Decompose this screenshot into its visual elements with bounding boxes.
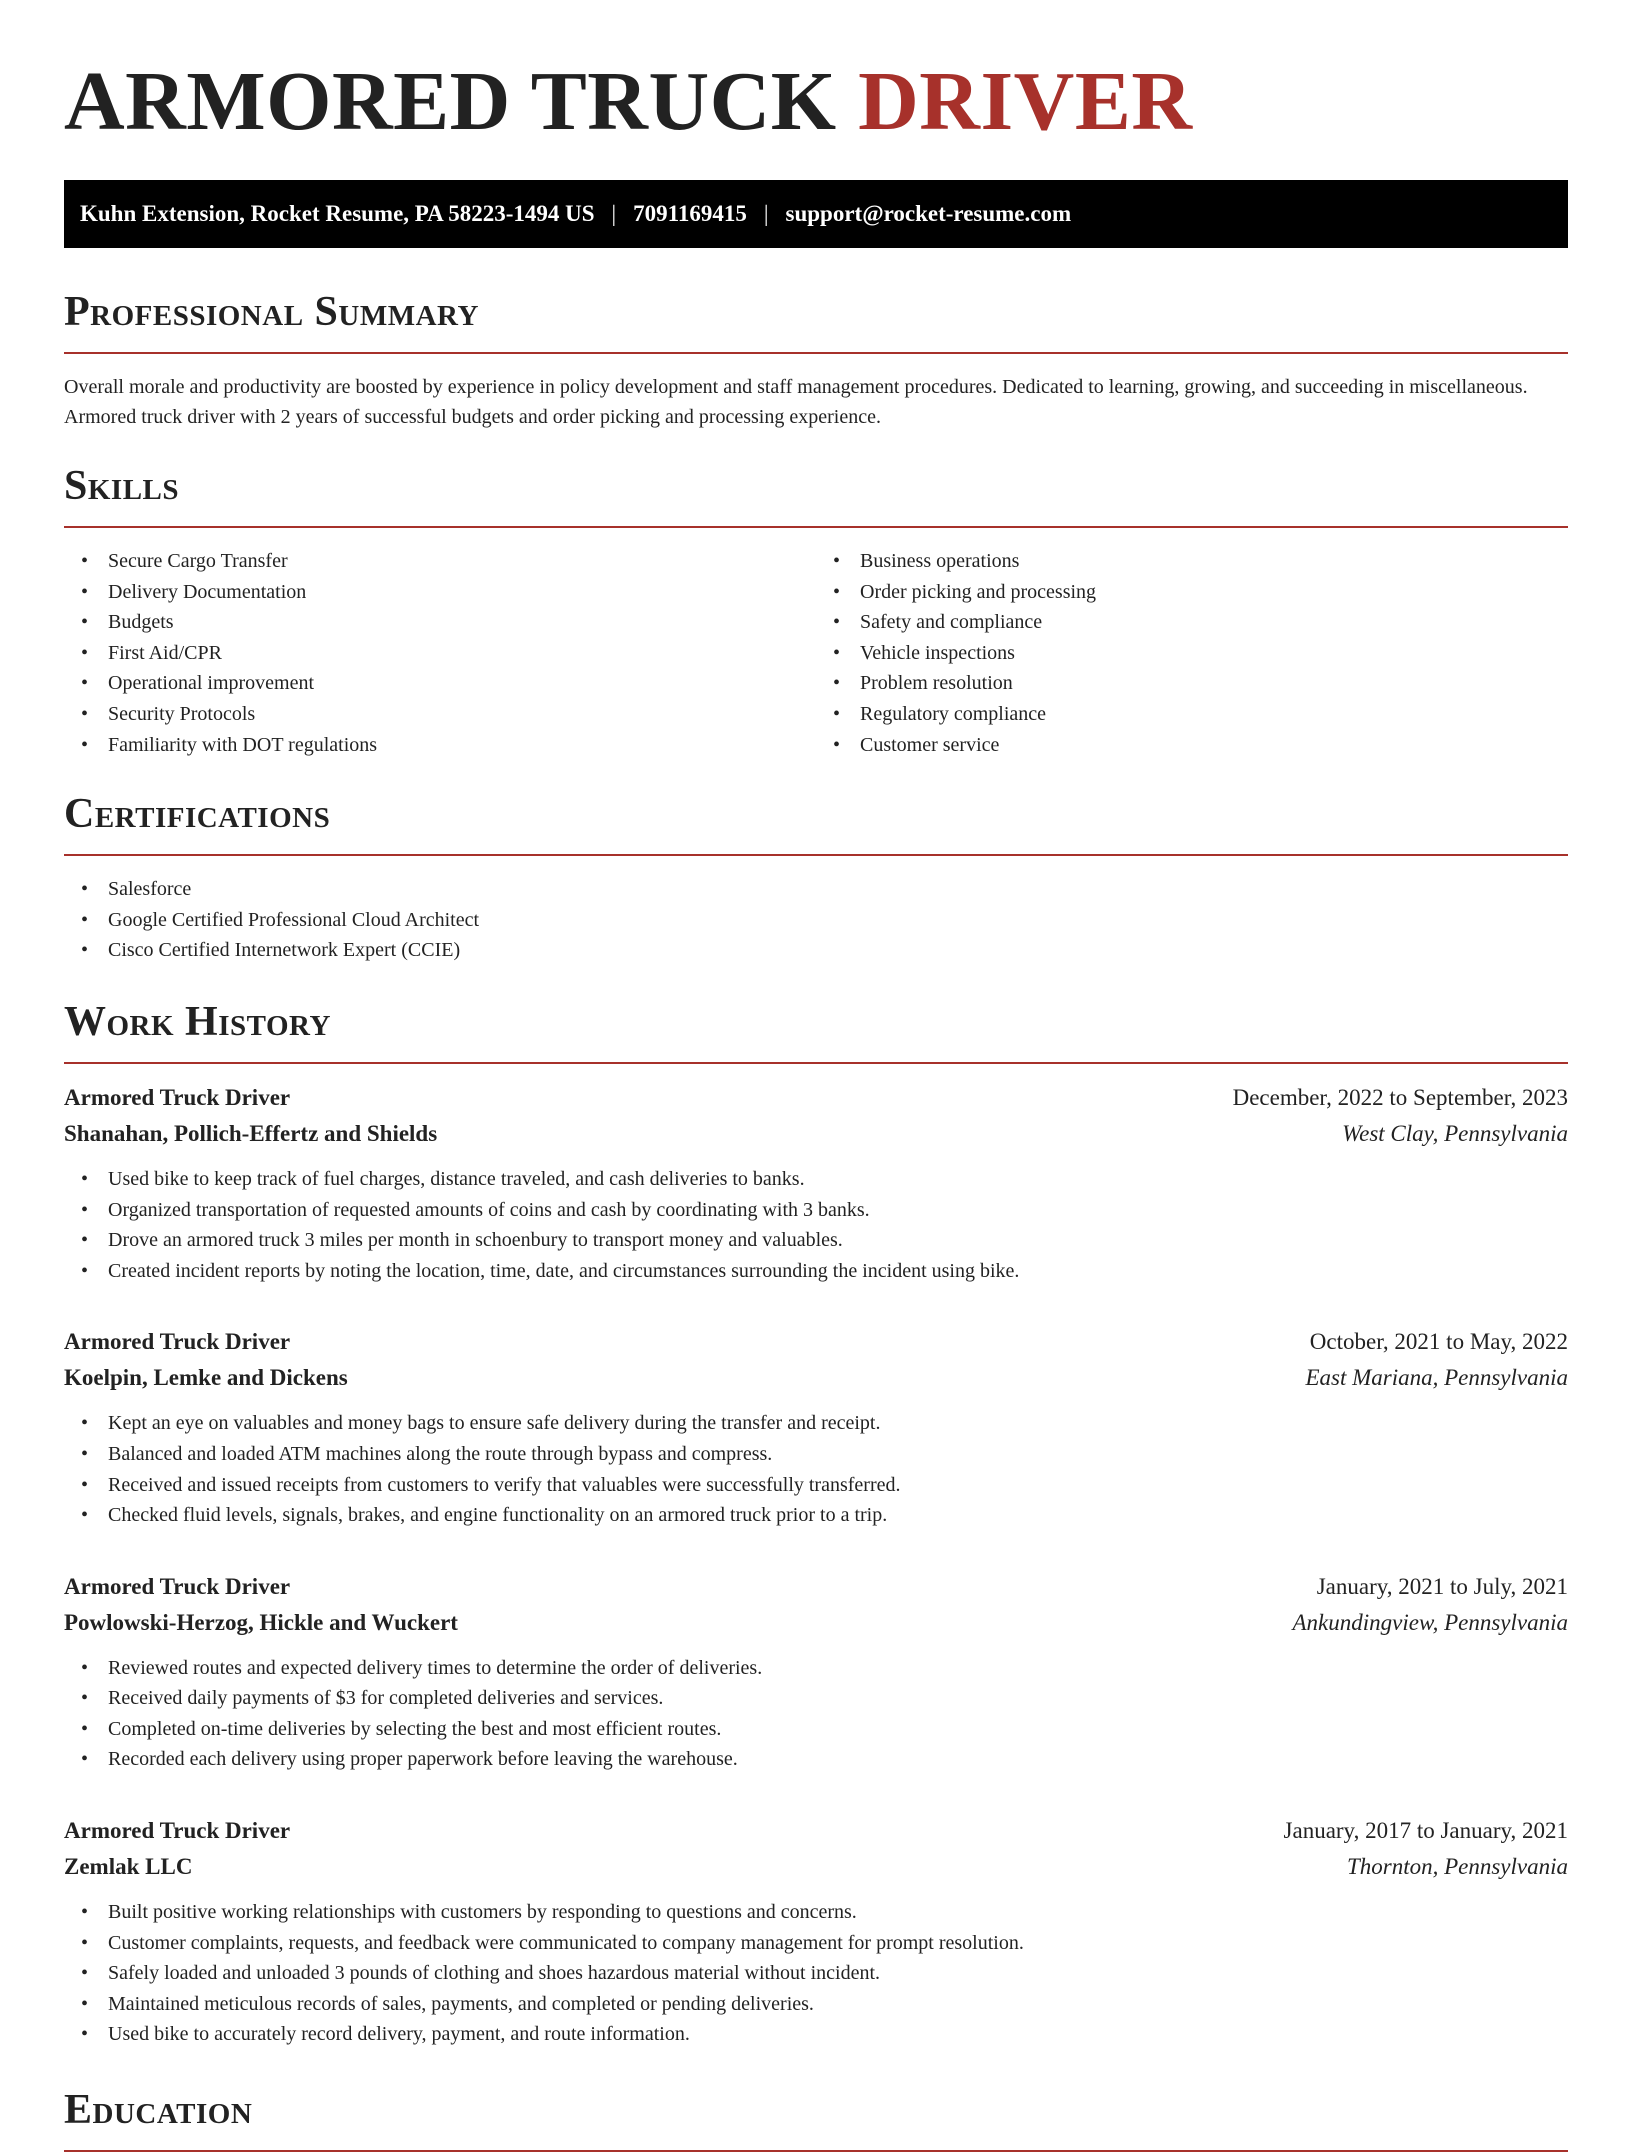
- summary-section: [64, 286, 1568, 432]
- skills-left-list: [64, 546, 816, 760]
- job-duty: • Organized transportation of requested amounts of coins and cash by coordinating with 3 banks.: [64, 1195, 1568, 1226]
- job-duty: • Kept an eye on valuables and money bags to ensure safe delivery during the transfer and receipt.: [64, 1408, 1568, 1439]
- job-location: Thornton, Pennsylvania: [1346, 1854, 1568, 1880]
- job-duties-list: [64, 1164, 1568, 1286]
- job-header-row: [64, 1324, 1568, 1360]
- job-duty: • Checked fluid levels, signals, brakes, and engine functionality on an armored truck prior to a trip.: [64, 1500, 1568, 1531]
- job-duty: • Customer complaints, requests, and feedback were communicated to company management for prompt resolution.: [64, 1928, 1568, 1959]
- job-duty: • Built positive working relationships with customers by responding to questions and concerns.: [64, 1897, 1568, 1928]
- skill-item: • Regulatory compliance: [816, 699, 1568, 730]
- job-company: Koelpin, Lemke and Dickens: [64, 1365, 348, 1391]
- certifications-list: [64, 874, 1568, 966]
- job-duties-list: [64, 1897, 1568, 2050]
- job-title: Armored Truck Driver: [64, 1329, 291, 1355]
- job-header-row: [64, 1080, 1568, 1116]
- skill-item: • Business operations: [816, 546, 1568, 577]
- job-entry: [64, 1569, 1568, 1775]
- job-location: East Mariana, Pennsylvania: [1305, 1365, 1568, 1391]
- job-entry: [64, 1080, 1568, 1286]
- job-company-row: [64, 1360, 1568, 1396]
- title-main: ARMORED TRUCK: [64, 55, 859, 148]
- skill-item: • Customer service: [816, 730, 1568, 761]
- section-heading: Skills: [64, 460, 1568, 528]
- skill-item: • Vehicle inspections: [816, 638, 1568, 669]
- section-heading: Work History: [64, 996, 1568, 1064]
- job-location: Ankundingview, Pennsylvania: [1292, 1609, 1568, 1635]
- job-company: Shanahan, Pollich-Effertz and Shields: [64, 1120, 438, 1146]
- contact-separator: |: [611, 201, 617, 226]
- job-duty: • Maintained meticulous records of sales, payments, and completed or pending deliveries.: [64, 1989, 1568, 2020]
- job-duties-list: [64, 1653, 1568, 1775]
- job-duty: • Used bike to keep track of fuel charges, distance traveled, and cash deliveries to banks.: [64, 1164, 1568, 1195]
- skill-item: • Order picking and processing: [816, 577, 1568, 608]
- job-company-row: [64, 1849, 1568, 1885]
- resume-title: [64, 52, 1568, 152]
- job-title: Armored Truck Driver: [64, 1573, 291, 1599]
- section-heading: Professional Summary: [64, 286, 1568, 354]
- job-duty: • Created incident reports by noting the location, time, date, and circumstances surrounding the incident using bike.: [64, 1256, 1568, 1287]
- skill-item: • Budgets: [64, 607, 816, 638]
- job-company-row: [64, 1116, 1568, 1152]
- certification-item: • Salesforce: [64, 874, 1568, 905]
- job-duties-list: [64, 1408, 1568, 1530]
- skills-right-list: [816, 546, 1568, 760]
- job-dates: January, 2017 to January, 2021: [1283, 1818, 1568, 1844]
- skill-item: • Operational improvement: [64, 668, 816, 699]
- job-dates: October, 2021 to May, 2022: [1309, 1329, 1568, 1355]
- job-location: West Clay, Pennsylvania: [1342, 1120, 1568, 1146]
- contact-separator: |: [763, 201, 769, 226]
- job-company: Zemlak LLC: [64, 1854, 193, 1880]
- education-section: [64, 2084, 1568, 2152]
- job-duty: • Safely loaded and unloaded 3 pounds of clothing and shoes hazardous material without incident.: [64, 1958, 1568, 1989]
- skills-grid: [64, 546, 1568, 760]
- skills-section: [64, 460, 1568, 760]
- job-duty: • Received and issued receipts from customers to verify that valuables were successfully transferred.: [64, 1470, 1568, 1501]
- skill-item: • First Aid/CPR: [64, 638, 816, 669]
- summary-text: Overall morale and productivity are boosted by experience in policy development and staff management procedures. Dedicated to learning, growing, and succeeding in miscellaneous. Armored truck driver with 2 years of successful budgets and order picking and processing experience.: [64, 376, 1528, 428]
- job-duty: • Balanced and loaded ATM machines along the route through bypass and compress.: [64, 1439, 1568, 1470]
- title-accent: DRIVER: [858, 55, 1193, 148]
- section-heading: Education: [64, 2084, 1568, 2152]
- job-duty: • Drove an armored truck 3 miles per month in schoenbury to transport money and valuables.: [64, 1225, 1568, 1256]
- contact-address: Kuhn Extension, Rocket Resume, PA 58223-1494 US: [80, 201, 595, 226]
- job-duty: • Completed on-time deliveries by selecting the best and most efficient routes.: [64, 1714, 1568, 1745]
- job-header-row: [64, 1569, 1568, 1605]
- job-duty: • Used bike to accurately record delivery, payment, and route information.: [64, 2019, 1568, 2050]
- job-company: Powlowski-Herzog, Hickle and Wuckert: [64, 1609, 458, 1635]
- job-header-row: [64, 1813, 1568, 1849]
- job-company-row: [64, 1605, 1568, 1641]
- job-duty: • Reviewed routes and expected delivery times to determine the order of deliveries.: [64, 1653, 1568, 1684]
- job-entry: [64, 1813, 1568, 2050]
- certifications-section: [64, 788, 1568, 966]
- section-heading: Certifications: [64, 788, 1568, 856]
- contact-bar: [64, 180, 1568, 248]
- skill-item: • Secure Cargo Transfer: [64, 546, 816, 577]
- job-entry: [64, 1324, 1568, 1530]
- job-title: Armored Truck Driver: [64, 1818, 291, 1844]
- job-dates: January, 2021 to July, 2021: [1316, 1573, 1568, 1599]
- work-history-section: [64, 996, 1568, 2050]
- job-dates: December, 2022 to September, 2023: [1232, 1084, 1568, 1110]
- job-title: Armored Truck Driver: [64, 1084, 291, 1110]
- contact-email: support@rocket-resume.com: [785, 201, 1072, 226]
- skill-item: • Familiarity with DOT regulations: [64, 730, 816, 761]
- skill-item: • Security Protocols: [64, 699, 816, 730]
- job-duty: • Received daily payments of $3 for completed deliveries and services.: [64, 1683, 1568, 1714]
- job-duty: • Recorded each delivery using proper paperwork before leaving the warehouse.: [64, 1744, 1568, 1775]
- skill-item: • Delivery Documentation: [64, 577, 816, 608]
- certification-item: • Google Certified Professional Cloud Architect: [64, 905, 1568, 936]
- certification-item: • Cisco Certified Internetwork Expert (CCIE): [64, 935, 1568, 966]
- contact-phone: 7091169415: [633, 201, 747, 226]
- skill-item: • Problem resolution: [816, 668, 1568, 699]
- skill-item: • Safety and compliance: [816, 607, 1568, 638]
